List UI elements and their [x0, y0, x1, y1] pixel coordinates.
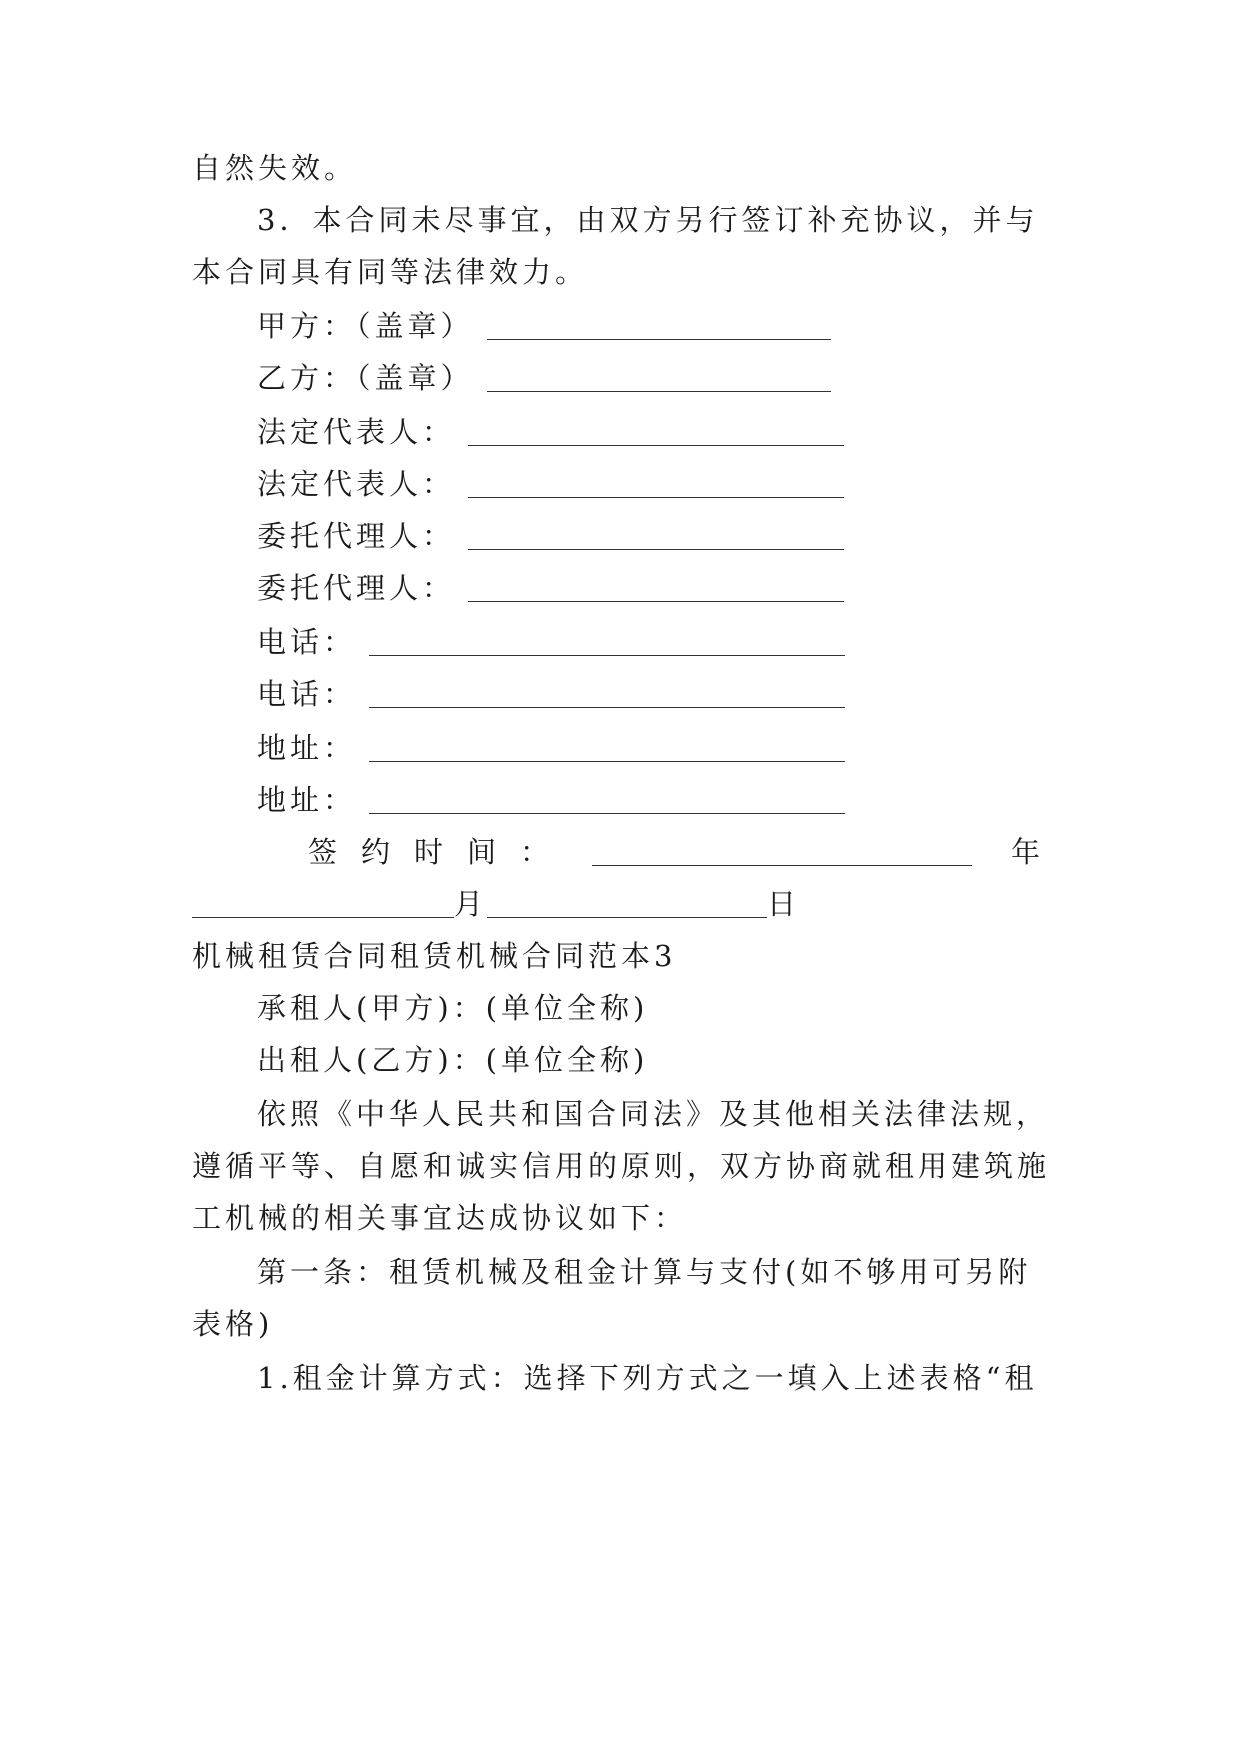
article-1-line-1: 第一条：租赁机械及租金计算与支付(如不够用可另附: [257, 1255, 1032, 1289]
agent-label: 委托代理人：: [257, 571, 456, 605]
preamble-line-1: 依照《中华人民共和国合同法》及其他相关法律法规，: [257, 1097, 1050, 1131]
section-heading: [192, 936, 1052, 976]
paragraph-line: [257, 1252, 1117, 1292]
address-blank: [369, 785, 845, 814]
phone-label: 电话：: [257, 677, 357, 711]
sign-month-blank: [192, 889, 454, 918]
party-a-seal-blank: [487, 311, 831, 340]
lessor-line: 出租人(乙方)：(单位全称): [257, 1043, 649, 1077]
address-label: 地址：: [257, 783, 357, 817]
clause-3-text: 3．本合同未尽事宜，由双方另行签订补充协议，并与: [257, 203, 1039, 237]
agent-blank: [468, 521, 844, 550]
party-a-seal-label: 甲方：（盖章）: [257, 309, 474, 343]
sign-day-blank: [487, 889, 767, 918]
legal-rep-a-row: [257, 412, 1117, 452]
paragraph-line: [192, 1198, 1052, 1238]
text-natural-expiry: 自然失效。: [192, 151, 358, 185]
preamble-line-3: 工机械的相关事宜达成协议如下：: [192, 1201, 688, 1235]
sign-time-row: [308, 832, 1048, 872]
party-b-seal-label: 乙方：（盖章）: [257, 361, 474, 395]
address-label: 地址：: [257, 731, 357, 765]
paragraph-line: [192, 148, 1052, 188]
legal-rep-label: 法定代表人：: [257, 467, 456, 501]
paragraph-line: [192, 1304, 1052, 1344]
article-1-line-2: 表格): [192, 1307, 274, 1341]
party-b-seal-blank: [487, 363, 831, 392]
paragraph-line: [257, 988, 1117, 1028]
legal-rep-b-row: [257, 464, 1117, 504]
preamble-line-2: 遵循平等、自愿和诚实信用的原则，双方协商就租用建筑施: [192, 1149, 1051, 1183]
phone-a-row: [257, 622, 1117, 662]
month-label: 月: [454, 887, 488, 921]
signature-party-b: [257, 358, 1117, 398]
paragraph-line: [192, 1146, 1052, 1186]
legal-rep-blank: [468, 417, 844, 446]
phone-b-row: [257, 674, 1117, 714]
address-b-row: [257, 780, 1117, 820]
paragraph-line: [257, 1040, 1117, 1080]
phone-label: 电话：: [257, 625, 357, 659]
paragraph-line: [257, 1358, 1117, 1398]
year-label: 年: [1010, 835, 1044, 869]
sign-time-label: 签约时间：: [308, 835, 574, 869]
paragraph-line: [257, 1094, 1117, 1134]
phone-blank: [369, 679, 845, 708]
sign-date-row: [192, 884, 1052, 924]
agent-label: 委托代理人：: [257, 519, 456, 553]
day-label: 日: [767, 887, 801, 921]
signature-party-a: [257, 306, 1117, 346]
paragraph-line: [192, 252, 1052, 292]
agent-b-row: [257, 568, 1117, 608]
contract-template-title: 机械租赁合同租赁机械合同范本3: [192, 939, 677, 973]
item-1-line: 1.租金计算方式：选择下列方式之一填入上述表格“租: [257, 1361, 1038, 1395]
address-blank: [369, 733, 845, 762]
address-a-row: [257, 728, 1117, 768]
legal-rep-label: 法定代表人：: [257, 415, 456, 449]
lessee-line: 承租人(甲方)：(单位全称): [257, 991, 649, 1025]
phone-blank: [369, 627, 845, 656]
agent-a-row: [257, 516, 1117, 556]
paragraph-line: [257, 200, 1117, 240]
legal-rep-blank: [468, 469, 844, 498]
sign-year-blank: [592, 837, 972, 866]
clause-3-continuation: 本合同具有同等法律效力。: [192, 255, 589, 289]
agent-blank: [468, 573, 844, 602]
